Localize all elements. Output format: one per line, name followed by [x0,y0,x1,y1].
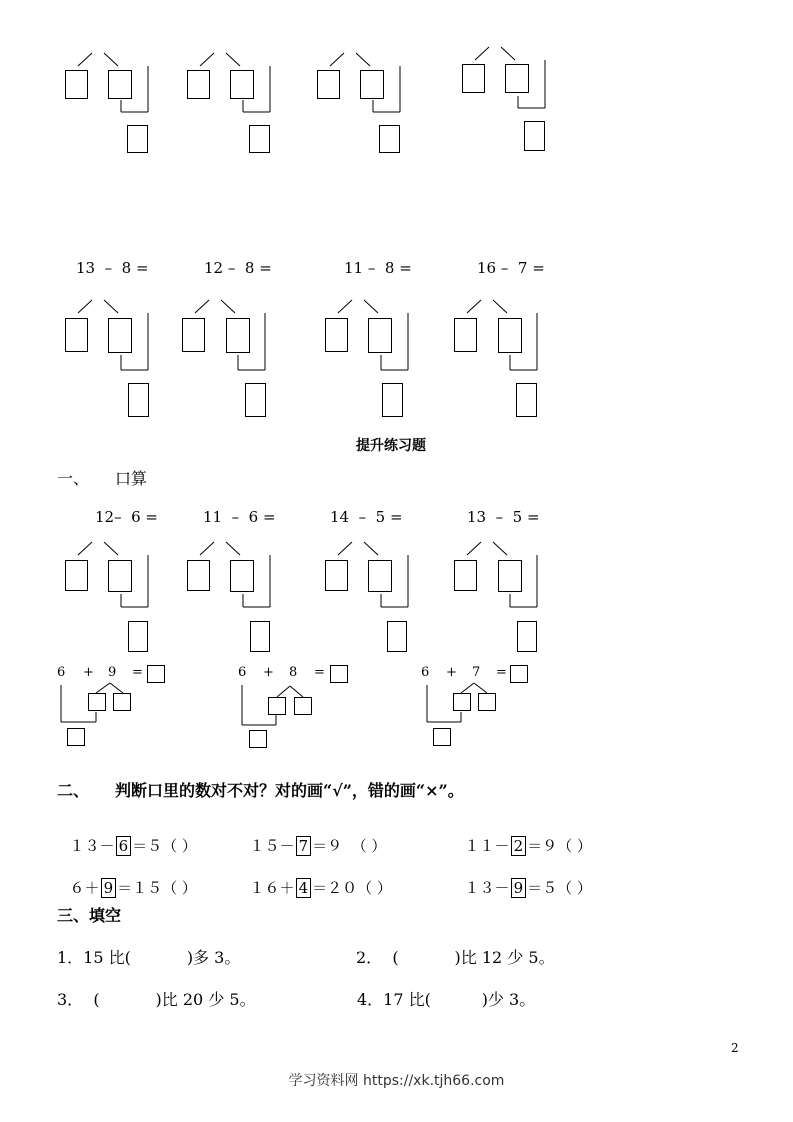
judge-item [455,859,592,898]
answer-box[interactable] [325,318,348,352]
part2-number: 二、 [57,781,90,800]
judge-item [240,859,392,898]
judge-item [455,817,592,856]
answer-box[interactable] [113,693,131,711]
equation: 13 – 5 = [467,508,540,526]
answer-box[interactable] [478,693,496,711]
answer-box[interactable] [462,64,485,93]
answer-box[interactable] [187,70,210,99]
judge-box: 6 [116,836,132,856]
answer-box[interactable] [368,318,392,353]
footer-watermark[interactable]: 学习资料网 https://xk.tjh66.com [288,1073,505,1089]
equation: 13 – 8 = [76,259,149,277]
equals: = [496,665,507,680]
answer-box[interactable] [65,70,88,99]
answer-box[interactable] [498,318,522,353]
answer-box[interactable] [294,697,312,715]
addend: 9 [108,665,117,680]
answer-box[interactable] [182,318,205,352]
answer-box[interactable] [65,318,88,352]
answer-box[interactable] [268,697,286,715]
answer-box[interactable] [226,318,250,353]
section-title: 提升练习题 [356,438,426,454]
answer-box[interactable] [245,383,266,417]
answer-box[interactable] [498,560,522,592]
equals: = [314,665,325,680]
addend: 7 [472,665,481,680]
judge-prefix: １１－ [464,837,510,855]
operator: + [446,665,457,680]
answer-box[interactable] [387,621,407,652]
answer-box[interactable] [325,560,348,591]
equation: 14 – 5 = [330,508,403,526]
answer-box[interactable] [433,728,451,746]
answer-box[interactable] [317,70,340,99]
fill-question[interactable]: 3． ( )比 20 少 5。 [57,990,256,1009]
addend: 6 [57,665,66,680]
fill-question[interactable]: 2． ( )比 12 少 5。 [356,948,555,967]
addend: 8 [289,665,298,680]
answer-box[interactable] [67,728,85,746]
page-number: 2 [731,1041,739,1055]
answer-box[interactable] [524,121,545,151]
judge-suffix[interactable]: ＝１５（ ） [117,879,197,897]
answer-box[interactable] [368,560,392,592]
judge-suffix[interactable]: ＝２０（ ） [312,879,392,897]
answer-box[interactable] [517,621,537,652]
judge-prefix: １３－ [464,879,510,897]
judge-prefix: ６＋ [69,879,100,897]
answer-box[interactable] [147,665,165,683]
equation: 12 – 8 = [204,259,272,277]
judge-suffix[interactable]: ＝９（ ） [527,837,592,855]
answer-box[interactable] [505,64,529,93]
judge-suffix[interactable]: ＝９ （ ） [312,837,387,855]
addend: 6 [421,665,430,680]
judge-item [60,817,197,856]
equals: = [132,665,143,680]
judge-item [60,859,197,898]
answer-box[interactable] [249,125,270,153]
answer-box[interactable] [250,621,270,652]
answer-box[interactable] [128,621,148,652]
answer-box[interactable] [453,693,471,711]
answer-box[interactable] [127,125,148,153]
answer-box[interactable] [454,560,477,591]
judge-box: 9 [511,878,527,898]
judge-prefix: １５－ [249,837,295,855]
equation: 16 – 7 = [477,259,545,277]
answer-box[interactable] [108,318,132,353]
answer-box[interactable] [65,560,88,591]
fill-question[interactable]: 1．15 比( )多 3。 [57,948,241,967]
equation: 11 – 8 = [344,259,412,277]
answer-box[interactable] [510,665,528,683]
judge-suffix[interactable]: ＝５（ ） [132,837,197,855]
part1-label: 口算 [115,469,148,488]
judge-prefix: １６＋ [249,879,295,897]
part3-heading: 三、填空 [57,906,122,925]
judge-box: 4 [296,878,312,898]
equation: 12– 6 = [95,508,159,526]
answer-box[interactable] [187,560,210,591]
judge-prefix: １３－ [69,837,115,855]
answer-box[interactable] [108,560,132,592]
judge-box: 7 [296,836,312,856]
answer-box[interactable] [454,318,477,352]
part1-number: 一、 [57,469,90,488]
answer-box[interactable] [249,730,267,748]
answer-box[interactable] [230,560,254,592]
answer-box[interactable] [516,383,537,417]
answer-box[interactable] [360,70,384,99]
answer-box[interactable] [128,383,149,417]
judge-box: 9 [101,878,117,898]
operator: + [263,665,274,680]
judge-item [240,817,386,856]
equation: 11 – 6 = [203,508,276,526]
fill-question[interactable]: 4．17 比( )少 3。 [357,990,536,1009]
answer-box[interactable] [330,665,348,683]
judge-box: 2 [511,836,527,856]
part2-label: 判断口里的数对不对？对的画“√”，错的画“×”。 [115,781,464,800]
answer-box[interactable] [379,125,400,153]
operator: + [83,665,94,680]
answer-box[interactable] [88,693,106,711]
addend: 6 [238,665,247,680]
answer-box[interactable] [382,383,403,417]
answer-box[interactable] [108,70,132,99]
answer-box[interactable] [230,70,254,99]
judge-suffix[interactable]: ＝５（ ） [527,879,592,897]
